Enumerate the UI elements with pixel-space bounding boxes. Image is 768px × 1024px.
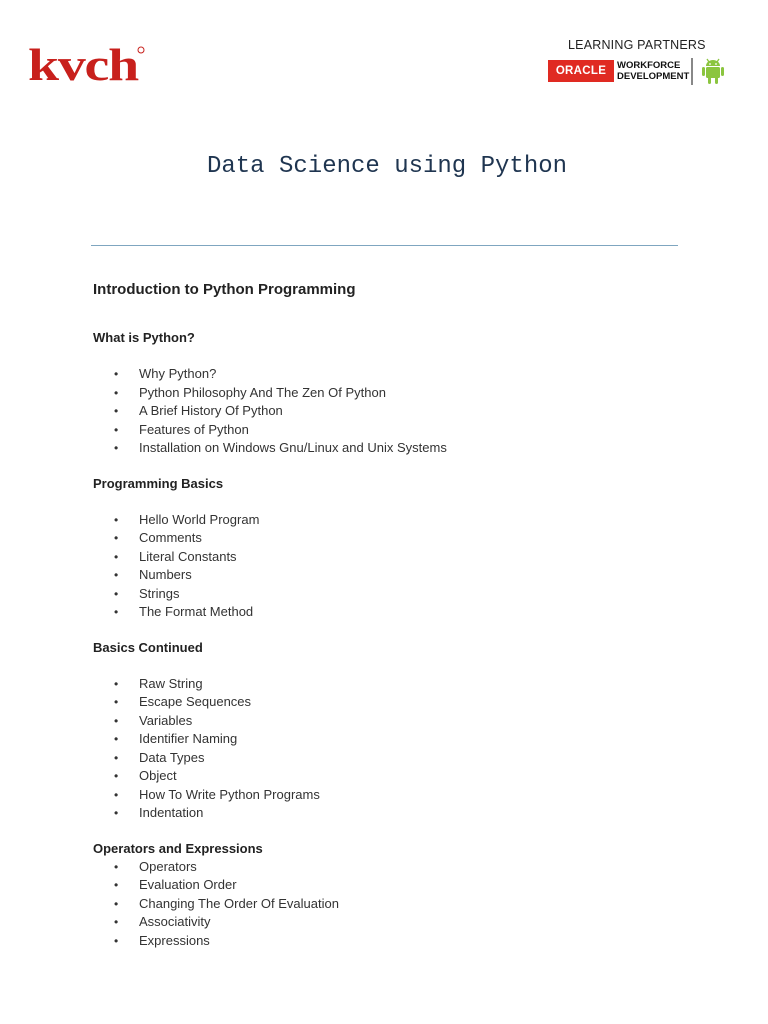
list-item xyxy=(93,402,713,421)
list-item xyxy=(93,603,713,622)
bullet-icon: • xyxy=(114,806,119,820)
list-item xyxy=(93,712,713,731)
list-item xyxy=(93,529,713,548)
list-item xyxy=(93,566,713,585)
bullet-icon: • xyxy=(114,404,119,418)
android-icon xyxy=(698,56,728,86)
workforce-line-2: DEVELOPMENT xyxy=(617,70,690,82)
section-heading: Basics Continued xyxy=(93,639,203,655)
bullet-icon: • xyxy=(114,549,119,564)
list-item-label: Installation on Windows Gnu/Linux and Unix Systems xyxy=(139,440,447,455)
document-title: Data Science using Python xyxy=(206,153,568,180)
section-operators-expressions xyxy=(93,840,713,951)
partners-label: LEARNING PARTNERS xyxy=(568,38,706,52)
bullet-icon: • xyxy=(114,586,119,601)
topic-list xyxy=(93,675,713,823)
oracle-label: ORACLE xyxy=(555,65,607,77)
topic-list xyxy=(93,858,713,951)
bullet-icon: • xyxy=(114,531,119,545)
bullet-icon: • xyxy=(114,732,119,746)
list-item-label: Python Philosophy And The Zen Of Python xyxy=(139,384,386,400)
main-section-heading: Introduction to Python Programming xyxy=(93,281,356,298)
bullet-icon: • xyxy=(114,933,119,948)
title-divider xyxy=(91,245,678,246)
list-item-label: Evaluation Order xyxy=(139,877,237,892)
workforce-development-label xyxy=(617,61,689,82)
bullet-icon: • xyxy=(114,422,119,437)
list-item xyxy=(93,804,713,823)
list-item-label: Operators xyxy=(139,858,197,874)
list-item-label: Data Types xyxy=(139,749,205,765)
bullet-icon: • xyxy=(114,713,119,728)
list-item-label: Comments xyxy=(139,530,202,545)
section-programming-basics xyxy=(93,475,713,622)
bullet-icon: • xyxy=(114,896,119,911)
list-item xyxy=(93,858,713,877)
partner-divider xyxy=(691,58,693,85)
list-item xyxy=(93,786,713,805)
bullet-icon: • xyxy=(114,859,119,874)
section-heading: What is Python? xyxy=(93,330,195,345)
list-item-label: Object xyxy=(139,768,177,783)
list-item xyxy=(93,749,713,768)
list-item xyxy=(93,876,713,895)
bullet-icon: • xyxy=(114,676,119,691)
list-item xyxy=(93,548,713,567)
list-item xyxy=(93,767,713,786)
bullet-icon: • xyxy=(114,878,119,892)
list-item-label: Expressions xyxy=(139,932,210,948)
list-item-label: Indentation xyxy=(139,805,204,820)
list-item-label: Hello World Program xyxy=(139,511,260,527)
bullet-icon: • xyxy=(114,367,119,381)
list-item xyxy=(93,693,713,712)
topic-list xyxy=(93,511,713,622)
list-item-label: Identifier Naming xyxy=(139,731,238,746)
list-item-label: Literal Constants xyxy=(139,548,237,564)
list-item xyxy=(93,895,713,914)
list-item-label: Why Python? xyxy=(139,366,217,381)
list-item-label: Features of Python xyxy=(139,421,249,437)
section-basics-continued xyxy=(93,639,713,823)
list-item-label: How To Write Python Programs xyxy=(139,786,320,802)
list-item xyxy=(93,730,713,749)
list-item xyxy=(93,585,713,604)
list-item-label: The Format Method xyxy=(139,604,254,619)
kvch-logo-text: kvch xyxy=(28,40,139,88)
list-item-label: Escape Sequences xyxy=(139,694,252,709)
list-item-label: Numbers xyxy=(139,567,192,582)
bullet-icon: • xyxy=(114,787,119,802)
section-heading: Programming Basics xyxy=(93,475,224,491)
list-item xyxy=(93,511,713,530)
list-item-label: Changing The Order Of Evaluation xyxy=(139,895,339,911)
list-item-label: A Brief History Of Python xyxy=(139,403,283,418)
bullet-icon: • xyxy=(114,695,119,709)
oracle-logo xyxy=(548,60,614,82)
topic-list xyxy=(93,365,713,458)
bullet-icon: • xyxy=(114,385,119,400)
section-what-is-python xyxy=(93,329,713,458)
list-item xyxy=(93,421,713,440)
list-item xyxy=(93,932,713,951)
bullet-icon: • xyxy=(114,915,119,929)
bullet-icon: • xyxy=(114,441,119,455)
list-item xyxy=(93,439,713,458)
bullet-icon: • xyxy=(114,769,119,783)
learning-partners xyxy=(546,38,736,90)
list-item-label: Strings xyxy=(139,585,180,601)
document-body xyxy=(93,281,713,967)
list-item-label: Raw String xyxy=(139,675,203,691)
bullet-icon: • xyxy=(114,750,119,765)
list-item xyxy=(93,913,713,932)
workforce-line-1: WORKFORCE xyxy=(617,60,681,71)
list-item-label: Associativity xyxy=(139,914,211,929)
bullet-icon: • xyxy=(114,605,119,619)
section-heading: Operators and Expressions xyxy=(93,840,263,856)
list-item xyxy=(93,384,713,403)
list-item xyxy=(93,675,713,694)
kvch-logo xyxy=(28,40,146,88)
bullet-icon: • xyxy=(114,568,119,582)
bullet-icon: • xyxy=(114,512,119,527)
list-item-label: Variables xyxy=(139,712,193,728)
list-item xyxy=(93,365,713,384)
